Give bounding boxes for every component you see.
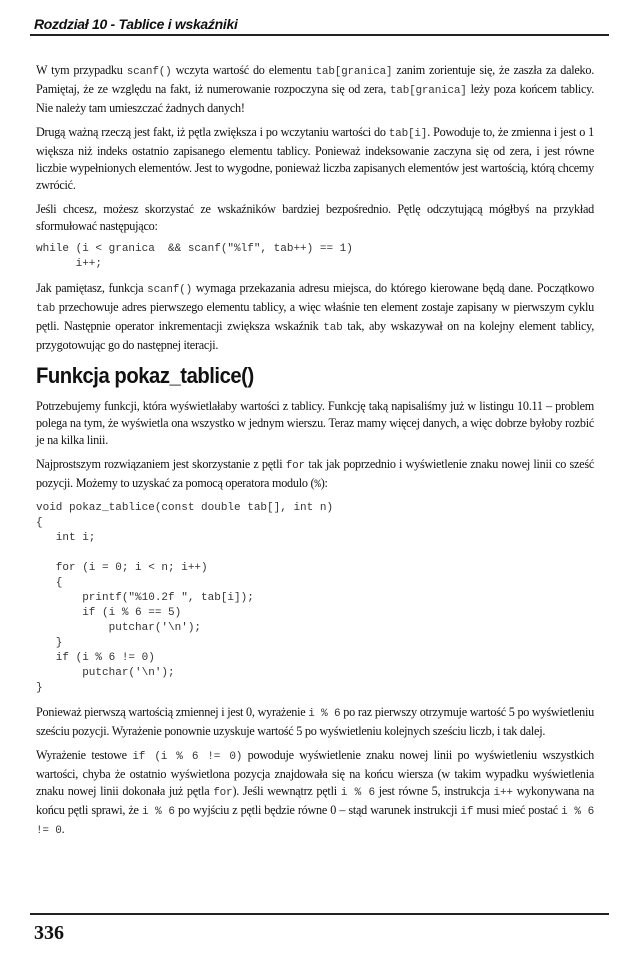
running-header: Rozdział 10 - Tablice i wskaźniki xyxy=(34,16,238,32)
code-block: while (i < granica && scanf("%lf", tab++) == 1) i++; xyxy=(36,243,353,270)
header-rule xyxy=(30,34,609,36)
inline-code: for xyxy=(285,460,305,472)
inline-code: scanf() xyxy=(147,284,192,296)
paragraph: Drugą ważną rzeczą jest fakt, iż pętla zwiększa i po wczytaniu wartości do tab[i]. Powoduje to, że zmienna i jest o 1 większa niż indeks ostatnio zapisanego elementu tablicy. Ponieważ indeksowanie zaczyna się od zera, i jest równe liczbie wypełnionych elementów. Jest to wygodne, ponieważ liczba zapisanych elementów jest wartością, którą chcemy zwrócić. xyxy=(36,125,594,192)
paragraph: Ponieważ pierwszą wartością zmiennej i jest 0, wyrażenie i % 6 po raz pierwszy otrzymuje wartość 5 po wyświetleniu sześciu pozycji. Wyrażenie ponownie uzyskuje wartość 5 po wyświetleniu kolejnych sześciu liczb, i tak dalej. xyxy=(36,705,594,738)
inline-code: tab[granica] xyxy=(315,66,393,78)
paragraph: W tym przypadku scanf() wczyta wartość do elementu tab[granica] zanim zorientuje się, że zaszła za daleko. Pamiętaj, że ze względu na fakt, iż numerowanie rozpoczyna się od zera, tab[granica] leży poza końcem tablicy. Nie należy tam umieszczać żadnych danych! xyxy=(36,63,595,115)
inline-code: i++ xyxy=(493,787,513,799)
inline-code: i % 6 xyxy=(340,787,375,799)
inline-code: for xyxy=(213,787,233,799)
footer-rule xyxy=(30,913,609,915)
page-number: 336 xyxy=(34,922,64,944)
paragraph: Wyrażenie testowe if (i % 6 != 0) powoduje wyświetlenie znaku nowej linii po wyświetleniu wszystkich wartości, chyba że ostatnio wyświetlona pozycja znajdowała się na końcu wiersza (w takim wypadku wyświetlenia znaku nowej linii dokonała już pętla for). Jeśli wewnątrz pętli i % 6 jest równe 5, instrukcja i++ wykonywana na końcu pętli sprawi, że i % 6 po wyjściu z pętli będzie równe 0 – stąd warunek instrukcji if musi mieć postać i % 6 != 0. xyxy=(36,748,594,837)
inline-code: if (i % 6 != 0) xyxy=(132,751,243,763)
inline-code: i % 6 xyxy=(308,708,341,720)
inline-code: % xyxy=(314,479,321,491)
paragraph: Jak pamiętasz, funkcja scanf() wymaga przekazania adresu miejsca, do którego kierowane będą dane. Początkowo tab przechowuje adres pierwszego elementu tablicy, a więc właśnie ten element zostaje zapisany w pierwszym cyklu pętli. Następnie operator inkrementacji zwiększa wskaźnik tab tak, aby wskazywał on na kolejny element tablicy, przygotowując go do następnej iteracji. xyxy=(36,281,594,352)
page-body xyxy=(36,62,594,847)
paragraph: Jeśli chcesz, możesz skorzystać ze wskaźników bardziej bezpośrednio. Pętlę odczytującą mógłbyś na przykład sformułować następująco: xyxy=(36,202,594,233)
inline-code: tab[granica] xyxy=(389,85,467,97)
code-block: void pokaz_tablice(const double tab[], int n) { int i; for (i = 0; i < n; i++) { printf("%10.2f ", tab[i]); if (i % 6 == 5) putchar('\n'); } if (i % 6 != 0) putchar('\n'); } xyxy=(36,502,334,694)
inline-code: i % 6 != 0 xyxy=(36,806,594,837)
inline-code: tab xyxy=(36,303,56,315)
paragraph: Potrzebujemy funkcji, która wyświetlałaby wartości z tablicy. Funkcję taką napisaliśmy już w listingu 10.11 – problem polega na tym, że wyświetla ona wszystko w jednym wierszu. Teraz mamy więcej danych, a więc dobrze byłoby rozbić je na kilka linii. xyxy=(36,399,594,447)
inline-code: tab xyxy=(323,322,343,334)
paragraph: Najprostszym rozwiązaniem jest skorzystanie z pętli for tak jak poprzednio i wyświetlenie znaku nowej linii co sześć pozycji. Możemy to uzyskać za pomocą operatora modulo (%): xyxy=(36,457,594,491)
section-heading: Funkcja pokaz_tablice() xyxy=(36,363,254,388)
inline-code: if xyxy=(460,806,474,818)
inline-code: i % 6 xyxy=(141,806,175,818)
inline-code: tab[i] xyxy=(388,128,428,140)
inline-code: scanf() xyxy=(126,66,172,78)
